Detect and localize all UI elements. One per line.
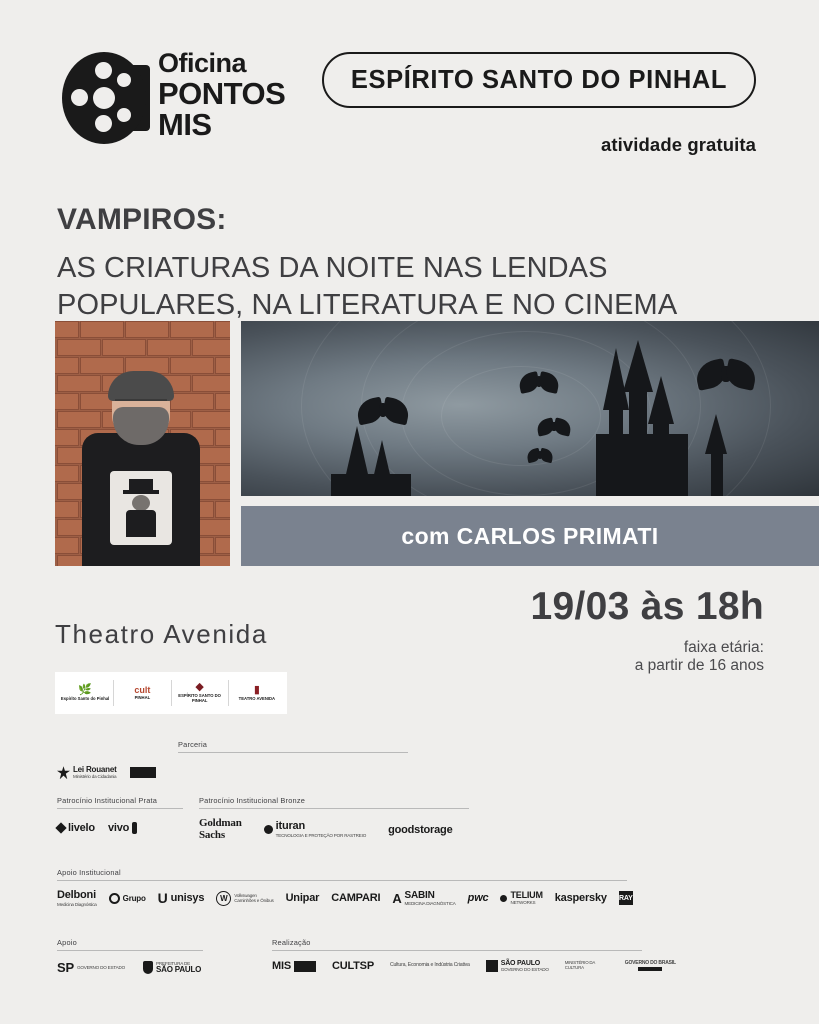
sponsor-logo-sub: SÃO PAULO [156, 964, 202, 974]
sponsor-logo-sub: GOVERNO DO ESTADO [76, 964, 126, 970]
bar-icon [294, 961, 316, 972]
sponsor-row-apoio [57, 960, 201, 975]
city-badge [322, 52, 756, 108]
sponsor-logo [500, 891, 542, 905]
sponsor-logo-sub: Caminhões e Ônibus [234, 898, 274, 904]
person-icon [132, 822, 137, 834]
bats-castle-banner [241, 321, 819, 496]
sponsor-group-label: Patrocínio Institucional Bronze [199, 796, 306, 805]
logo-wordmark [158, 50, 285, 141]
sp-icon [486, 960, 498, 972]
strip-logo-name: ESPÍRITO SANTO DO PINHAL [178, 693, 221, 703]
diamond-icon [55, 822, 66, 833]
sponsor-logo-name: vivo [107, 822, 130, 834]
sponsor-logo-name: Goldman [199, 817, 242, 829]
strip-logo-name: PINHAL [134, 694, 151, 700]
vw-icon: W [216, 891, 231, 906]
sponsor-row-apoio-institucional [57, 890, 633, 907]
sponsor-logo-name: livelo [68, 822, 95, 834]
sponsor-logo-name: Volkswagen [234, 893, 257, 899]
divider [199, 808, 469, 809]
date-block [531, 585, 764, 675]
box-icon [130, 767, 156, 778]
sponsor-logo [331, 892, 380, 904]
sponsor-logo [57, 822, 95, 834]
sponsor-logo [158, 890, 205, 906]
crest-icon [143, 961, 153, 974]
local-partners-strip [55, 672, 287, 714]
sponsor-logo-name: ituran [275, 820, 305, 833]
event-date: 19/03 às 18h [530, 585, 764, 628]
oficina-pontos-mis-logo [62, 46, 286, 151]
page-subtitle: AS CRIATURAS DA NOITE NAS LENDAS POPULARES, NA LITERATURA E NO CINEMA [57, 252, 678, 322]
sponsor-group-label: Realização [272, 938, 311, 947]
sponsor-logo-name: Cultura, Economia e Indústria Criativa [389, 962, 470, 969]
sponsor-logo-name: SÃO PAULO [500, 960, 541, 967]
bat-icon [696, 361, 756, 388]
sponsor-group-label: Apoio Institucional [57, 868, 121, 877]
speaker-portrait [55, 321, 230, 566]
divider [178, 752, 408, 753]
sponsor-row-realizacao [272, 960, 676, 972]
strip-logo-name: TEATRO AVENIDA [238, 695, 276, 701]
flag-icon [625, 961, 676, 972]
sponsor-group-parceria [178, 740, 408, 761]
u-icon: U [157, 890, 168, 907]
strip-logo [59, 675, 111, 711]
bat-icon [357, 399, 409, 423]
sponsor-logo-name: pwc [467, 892, 489, 905]
sponsor-logo [143, 961, 201, 974]
asterisk-icon [57, 766, 70, 779]
sponsor-group-bronze [199, 796, 469, 817]
person-figure [82, 375, 200, 566]
age-value: a partir de 16 anos [634, 657, 764, 674]
speaker-name: com CARLOS PRIMATI [401, 522, 659, 549]
logo-line-oficina: Oficina [158, 48, 247, 78]
sponsor-logo-name: CULTSP [331, 960, 374, 973]
sponsor-logo [108, 822, 137, 834]
dot-icon [264, 825, 273, 834]
sponsor-logo-name: CAMPARI [331, 892, 381, 905]
divider [113, 680, 114, 705]
sponsor-logo [390, 963, 470, 969]
sponsor-logo [565, 961, 609, 971]
sponsor-logo-name: Lei Rouanet [73, 765, 117, 774]
sponsor-logo-sub: NETWORKS [510, 900, 536, 906]
sponsor-logo-name: Unipar [285, 892, 320, 905]
sponsor-row-prata [57, 822, 137, 834]
film-reel-icon [62, 52, 152, 144]
divider [171, 680, 172, 705]
circle-icon [109, 893, 120, 904]
sponsor-group-label: Patrocínio Institucional Prata [57, 796, 158, 805]
city-label: ESPÍRITO SANTO DO PINHAL [350, 65, 728, 94]
sponsor-logo [272, 960, 316, 972]
sponsor-logo-name: PREFEITURA DE [156, 960, 190, 966]
strip-logo-name: Espírito Santo do Pinhal [60, 695, 110, 701]
sp-icon: SP [57, 960, 74, 975]
bat-icon [537, 419, 571, 435]
sponsor-logo [486, 960, 549, 972]
sponsor-row-bronze [199, 818, 453, 841]
crest-icon: ◆ [195, 681, 204, 694]
sponsor-group-realizacao [272, 938, 642, 959]
sponsor-group-prata [57, 796, 183, 817]
sponsor-logo [388, 824, 452, 836]
sponsor-logo-name: TELIUM [510, 890, 543, 901]
sponsor-logo [109, 893, 146, 904]
sponsor-logo-name: Delboni [57, 889, 96, 901]
sponsor-group-label: Parceria [178, 740, 208, 749]
sponsor-row-parceria [57, 766, 156, 779]
square-icon: RAY [619, 891, 633, 905]
sponsor-logo [392, 891, 455, 907]
sponsor-logo-sub: Medicina Diagnóstica [57, 901, 97, 907]
sponsor-logo [619, 891, 633, 905]
sponsor-logo [286, 892, 320, 904]
sponsor-logo [57, 766, 117, 779]
sponsor-group-apoio-institucional [57, 868, 627, 889]
free-activity-label: atividade gratuita [601, 134, 756, 155]
divider [228, 680, 229, 705]
logo-line-mis: MIS [158, 107, 212, 143]
sponsor-logo-name: unisys [170, 892, 205, 905]
divider [57, 950, 203, 951]
theatre-mark-icon: ▮ [253, 683, 260, 696]
logo-line-pontos: PONTOS [158, 75, 286, 111]
sponsor-logo [468, 892, 489, 904]
sponsor-logo-name: SABIN [404, 889, 435, 901]
a-icon: A [392, 890, 402, 906]
sponsor-logo-name: MINISTÉRIO DA CULTURA [564, 960, 595, 971]
cult-wordmark: cult [134, 684, 151, 695]
sponsor-logo [57, 890, 97, 907]
sponsor-logo-name: Grupo [122, 893, 146, 903]
age-label: faixa etária: [683, 639, 764, 656]
divider [272, 950, 642, 951]
sponsor-logo [216, 891, 273, 906]
strip-logo [174, 675, 226, 711]
speaker-bar [241, 506, 819, 566]
sponsor-logo [332, 960, 374, 972]
sponsor-logo-name: GOVERNO DO BRASIL [624, 959, 676, 966]
strip-logo [231, 675, 283, 711]
dot-icon [500, 895, 507, 902]
sponsor-logo-name: goodstorage [388, 823, 453, 836]
sponsor-logo [199, 818, 242, 841]
leaf-icon: 🌿 [78, 683, 92, 696]
sponsor-logo-sub: MEDICINA DIAGNÓSTICA [404, 901, 456, 907]
sponsor-logo-sub: TECNOLOGIA E PROTEÇÃO POR RASTREIO [275, 832, 367, 838]
strip-logo [116, 675, 168, 711]
sponsor-logo-sub: Sachs [199, 828, 225, 841]
sponsor-group-label: Apoio [57, 938, 77, 947]
sponsor-logo-name: MIS [272, 960, 291, 973]
sponsor-logo [555, 892, 607, 904]
sponsor-logo [264, 821, 366, 838]
page-title: VAMPIROS: [57, 203, 227, 236]
title-block [57, 203, 767, 324]
divider [57, 880, 627, 881]
venue-name: Theatro Avenida [55, 619, 268, 649]
sponsor-logo [57, 960, 125, 975]
sponsor-logo-name: kaspersky [554, 892, 607, 905]
divider [57, 808, 183, 809]
bat-icon [519, 373, 559, 392]
sponsor-logo [625, 961, 676, 972]
bat-icon [527, 449, 553, 462]
sponsor-logo-sub: GOVERNO DO ESTADO [500, 967, 549, 973]
sponsor-group-apoio [57, 938, 203, 959]
sponsor-logo [130, 767, 156, 778]
poster-header [0, 38, 819, 168]
sponsor-logo-sub: Ministério da Cidadania [73, 774, 117, 780]
